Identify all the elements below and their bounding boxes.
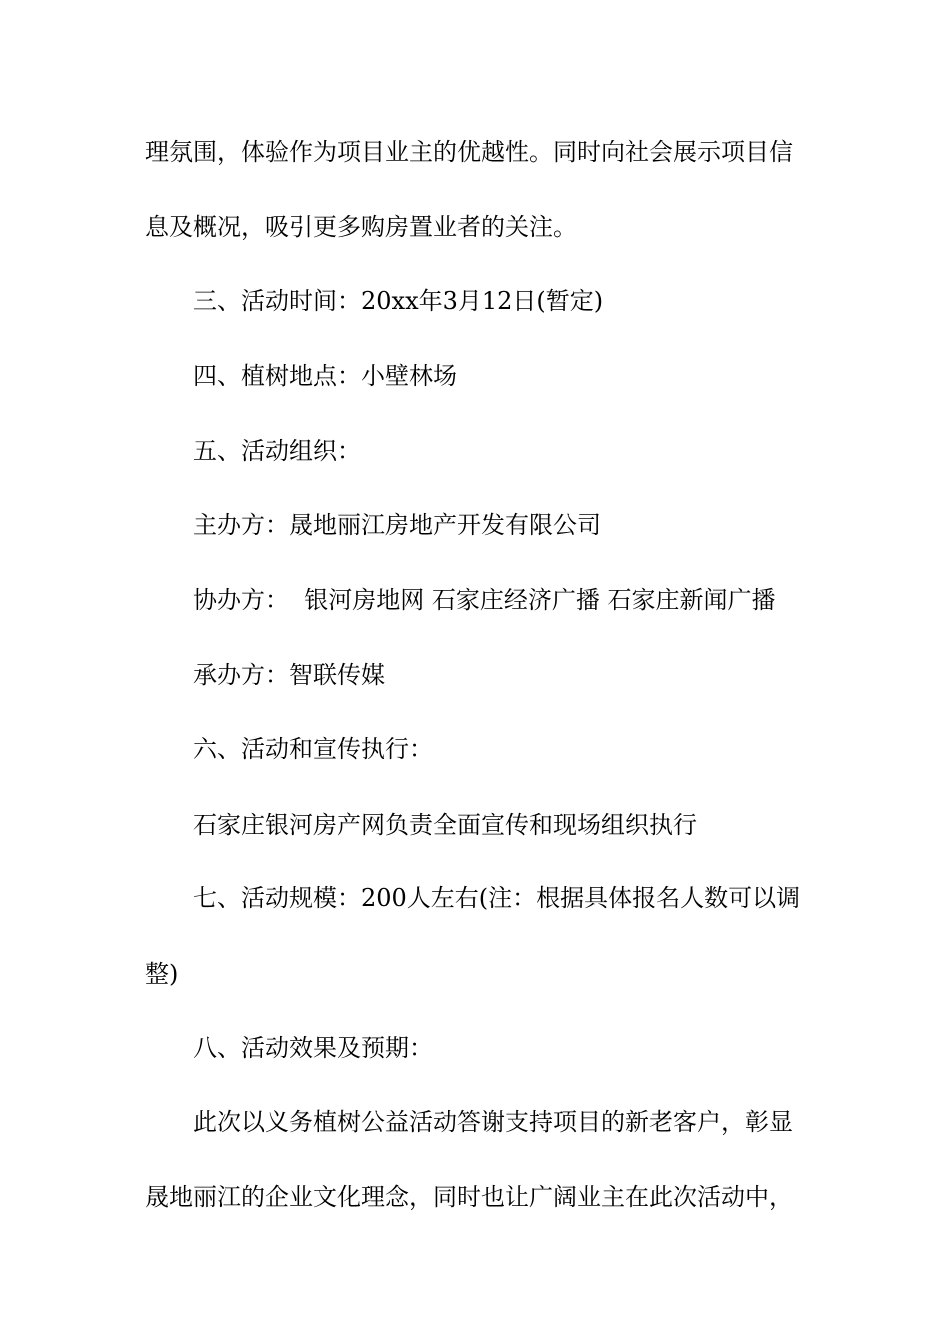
paragraph-line: 此次以义务植树公益活动答谢支持项目的新老客户，彰显 — [193, 1108, 793, 1136]
undertaker-line: 承办方：智联传媒 — [193, 661, 385, 689]
paragraph-line: 息及概况，吸引更多购房置业者的关注。 — [145, 213, 577, 241]
co-organizer-line: 协办方： 银河房地网 石家庄经济广播 石家庄新闻广播 — [193, 586, 776, 614]
paragraph-line: 晟地丽江的企业文化理念，同时也让广阔业主在此次活动中， — [145, 1183, 793, 1211]
paragraph-line: 理氛围，体验作为项目业主的优越性。同时向社会展示项目信 — [145, 138, 793, 166]
section-heading-location: 四、植树地点：小壁林场 — [193, 362, 457, 390]
section-heading-promotion: 六、活动和宣传执行： — [193, 735, 433, 763]
organizer-line: 主办方：晟地丽江房地产开发有限公司 — [193, 511, 601, 539]
section-heading-effect: 八、活动效果及预期： — [193, 1034, 433, 1062]
promotion-line: 石家庄银河房产网负责全面宣传和现场组织执行 — [193, 811, 697, 839]
section-heading-scale: 七、活动规模：200人左右(注：根据具体报名人数可以调 — [193, 884, 801, 912]
section-heading-organization: 五、活动组织： — [193, 437, 361, 465]
paragraph-line: 整) — [145, 960, 179, 988]
section-heading-time: 三、活动时间：20xx年3月12日(暂定) — [193, 287, 604, 315]
